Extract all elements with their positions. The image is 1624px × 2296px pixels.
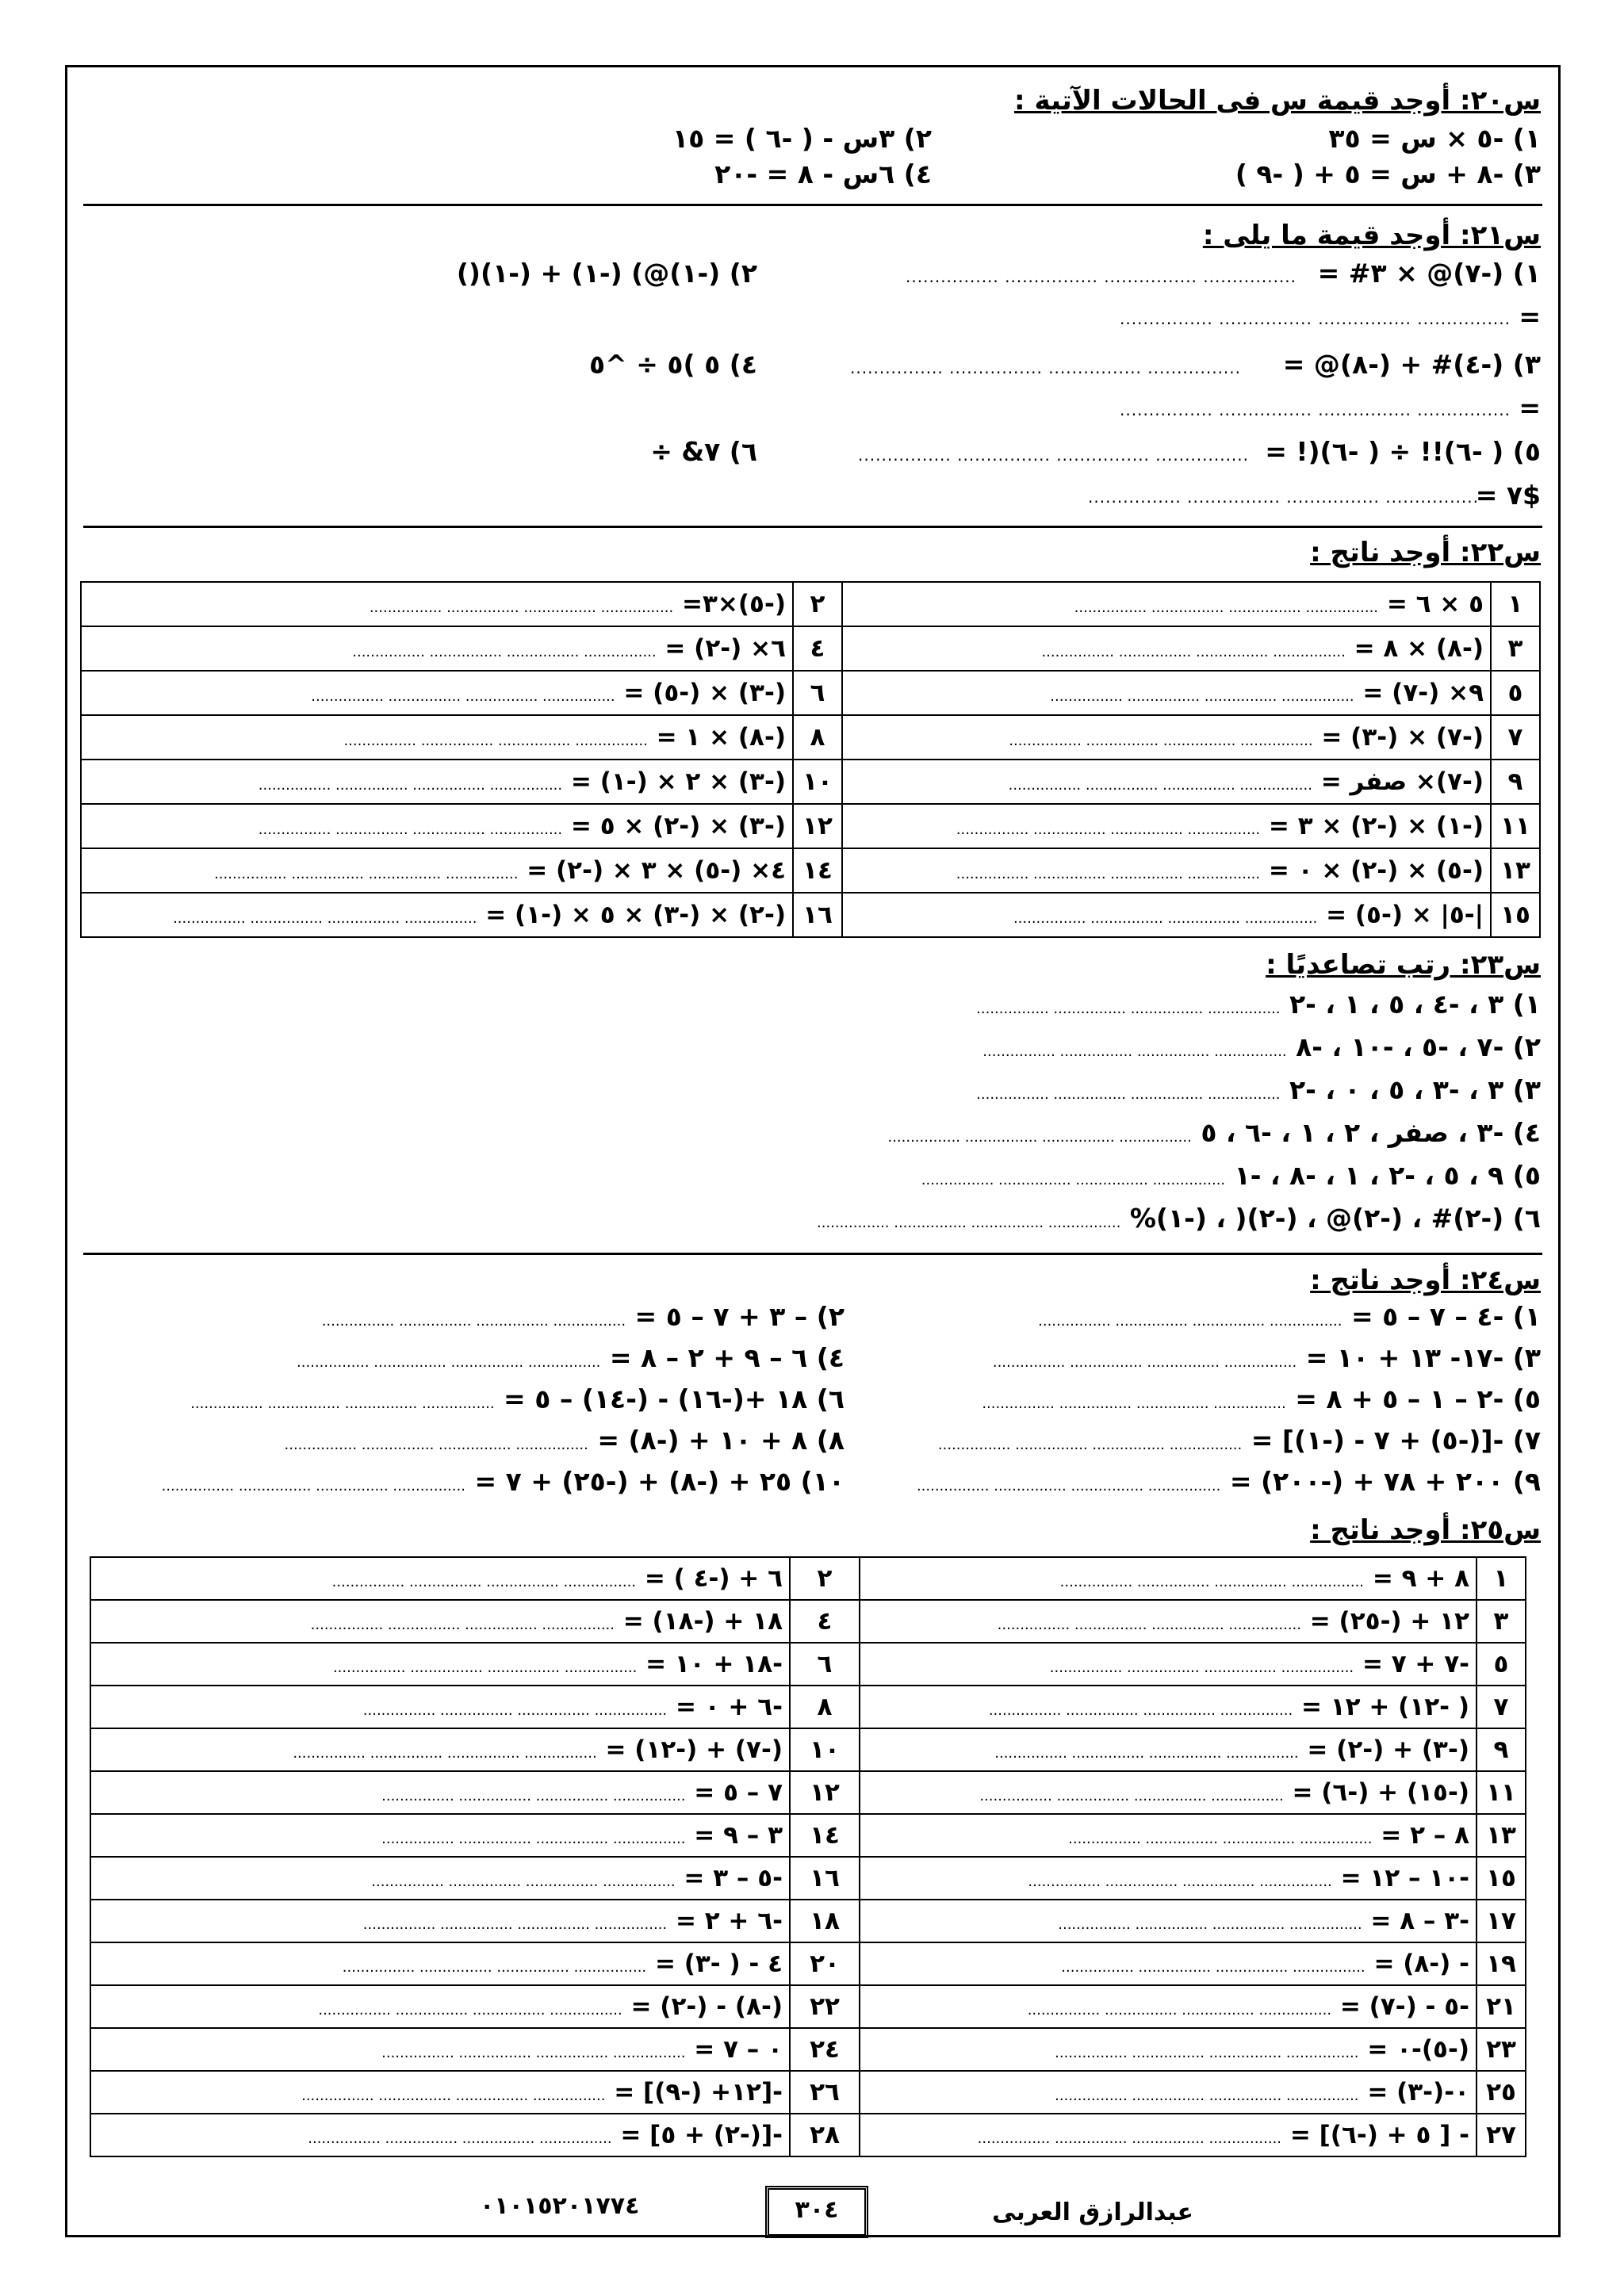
q23-title: س٢٣: رتب تصاعديًا : — [1266, 949, 1541, 981]
item-number: ١٧ — [1477, 1900, 1526, 1942]
item-number: ٢٥ — [1477, 2071, 1526, 2114]
exercise-cell: ٩× (-٧) = ................ ................ ................ ................ — [842, 671, 1491, 715]
item-number: ٣ — [1477, 1600, 1526, 1643]
q24-item: ٣) -١٧- ١٣ + ١٠ = ................ ................ ................ ................ — [992, 1342, 1541, 1373]
exercise-cell: (-٣) + (-٢) = ................ ................ ................ ................ — [860, 1728, 1477, 1771]
exercise-cell: ٧ – ٥ = ................ ................ ................ ................ — [90, 1771, 790, 1814]
exercise-cell: (-٧) + (-١٢) = ................ ................ ................ ................ — [90, 1728, 790, 1771]
item-number: ٢٠ — [790, 1942, 860, 1985]
item-number: ١٤ — [790, 1814, 860, 1857]
q25-table — [90, 1556, 1526, 2157]
divider — [83, 204, 1542, 206]
item-number: ١٣ — [1491, 848, 1540, 893]
item-number: ٥ — [1477, 1643, 1526, 1686]
table-row — [81, 893, 1540, 937]
item-number: ١٠ — [793, 760, 842, 804]
q21-cont-3: $٧ = — [1475, 480, 1541, 511]
q23-item: ١) ٣ ، -٤ ، ٥ ، ١ ، -٢ ................ ................ ................ ................ — [976, 989, 1541, 1020]
exercise-cell: ( -١٢) + ١٢ = ................ ................ ................ ................ — [860, 1686, 1477, 1728]
item-number: ٢١ — [1477, 1985, 1526, 2028]
item-number: ٢ — [790, 1557, 860, 1600]
table-row — [90, 1643, 1526, 1686]
item-number: ١٢ — [793, 804, 842, 848]
author-name: عبدالرازق العربى — [992, 2198, 1193, 2226]
exercise-cell: (-٥) × (-٢) × ٠ = ................ ................ ................ ................ — [842, 848, 1491, 893]
exercise-cell: -[(-٢) + ٥] = ................ ................ ................ ................ — [90, 2114, 790, 2156]
table-row — [90, 1814, 1526, 1857]
divider — [83, 526, 1542, 528]
q20-item-3: ٣) -٨ + س = ٥ + ( -٩ ) — [1235, 159, 1541, 189]
exercise-cell: (-٣) × (-٢) × ٥ = ................ ................ ................ ................ — [81, 804, 793, 848]
item-number: ١ — [1477, 1557, 1526, 1600]
item-number: ١٦ — [793, 893, 842, 937]
table-row — [81, 848, 1540, 893]
exercise-cell: ٣ – ٩ = ................ ................ ................ ................ — [90, 1814, 790, 1857]
item-number: ٢ — [793, 582, 842, 626]
exercise-cell: ٨ – ٢ = ................ ................ ................ ................ — [860, 1814, 1477, 1857]
exercise-cell: (-٥)×٣= ................ ................ ................ ................ — [81, 582, 793, 626]
q21-item-3: ٣) (-٤)# + (-٨)@ = — [1282, 349, 1541, 380]
q24-item: ٩) ٢٠٠ + ٧٨ + (-٢٠٠) = ................ ................ ................ ................ — [916, 1466, 1541, 1497]
table-row — [90, 1857, 1526, 1900]
table-row — [90, 1985, 1526, 2028]
item-number: ٨ — [790, 1686, 860, 1728]
table-row — [81, 582, 1540, 626]
table-row — [90, 1557, 1526, 1600]
q21-item-6: ٦) ٧& ÷ — [650, 436, 757, 467]
exercise-cell: ٨ + ٩ = ................ ................ ................ ................ — [860, 1557, 1477, 1600]
exercise-cell: -[١٢+ (-٩)] = ................ ................ ................ ................ — [90, 2071, 790, 2114]
q23-item: ٤) -٣ ، صفر ، ٢ ، ١ ، -٦ ، ٥ ................ ................ ................ ................ — [887, 1117, 1541, 1148]
exercise-cell: |-٥| × (-٥) = ................ ................ ................ ................ — [842, 893, 1491, 937]
exercise-cell: ٥ × ٦ = ................ ................ ................ ................ — [842, 582, 1491, 626]
item-number: ٧ — [1491, 715, 1540, 760]
table-row — [90, 2071, 1526, 2114]
exercise-cell: ١٢ + (-٢٥) = ................ ................ ................ ................ — [860, 1600, 1477, 1643]
item-number: ٩ — [1477, 1728, 1526, 1771]
answer-dots: ................ ................ ................ ................ — [1088, 488, 1479, 507]
q20-title: س٢٠: أوجد قيمة س فى الحالات الآتية : — [1014, 85, 1541, 117]
answer-dots: ................ ................ ................ ................ — [1120, 400, 1511, 419]
table-row — [81, 671, 1540, 715]
table-row — [90, 2114, 1526, 2156]
q21-item-4: ٤) ٥ )٥ ÷ ^٥ — [588, 349, 757, 380]
exercise-cell: -٧ + ٧ = ................ ................ ................ ................ — [860, 1643, 1477, 1686]
item-number: ٢٣ — [1477, 2028, 1526, 2071]
table-row — [90, 1600, 1526, 1643]
item-number: ١٥ — [1491, 893, 1540, 937]
q20-item-2: ٢) ٣س - ( -٦ ) = ١٥ — [672, 123, 932, 154]
table-row — [81, 715, 1540, 760]
q24-item: ١٠) ٢٥ + (-٨) + (-٢٥) + ٧ = ................ ................ ................ ................ — [161, 1466, 845, 1497]
exercise-cell: ٦× (-٢) = ................ ................ ................ ................ — [81, 626, 793, 671]
exercise-cell: -٦ + ٢ = ................ ................ ................ ................ — [90, 1900, 790, 1942]
table-row — [90, 1942, 1526, 1985]
item-number: ٨ — [793, 715, 842, 760]
table-row — [90, 1900, 1526, 1942]
exercise-cell: - (-٨) = ................ ................ ................ ................ — [860, 1942, 1477, 1985]
page-number: ٣٠٤ — [765, 2186, 868, 2238]
item-number: ١٣ — [1477, 1814, 1526, 1857]
q24-item: ٧) -[(-٥) + ٧ - (-١)] = ................ ................ ................ ................ — [937, 1425, 1541, 1456]
q20-item-4: ٤) ٦س - ٨ = -٢٠ — [714, 159, 932, 189]
item-number: ٩ — [1491, 760, 1540, 804]
item-number: ٥ — [1491, 671, 1540, 715]
exercise-cell: (-٧) × (-٣) = ................ ................ ................ ................ — [842, 715, 1491, 760]
exercise-cell: -١٨ + ١٠ = ................ ................ ................ ................ — [90, 1643, 790, 1686]
answer-dots: ................ ................ ................ ................ — [1120, 309, 1511, 328]
q21-cont-2: = — [1519, 392, 1541, 423]
exercise-cell: (-١٥) + (-٦) = ................ ................ ................ ................ — [860, 1771, 1477, 1814]
q24-item: ١) -٤ – ٧ – ٥ = ................ ................ ................ ................ — [1038, 1301, 1541, 1332]
exercise-cell: (-٣) × ٢ × (-١) = ................ ................ ................ ................ — [81, 760, 793, 804]
item-number: ٦ — [793, 671, 842, 715]
exercise-cell: -١٠ – ١٢ = ................ ................ ................ ................ — [860, 1857, 1477, 1900]
item-number: ٦ — [790, 1643, 860, 1686]
q23-item: ٦) (-٢)# ، (-٢)@ ، (-٢)( ، (-١)% ................ ................ ................ ................ — [816, 1203, 1541, 1234]
q24-item: ٦) ١٨ +(-١٦) - (-١٤) – ٥ = ................ ................ ................ ................ — [190, 1383, 845, 1414]
item-number: ١ — [1491, 582, 1540, 626]
exercise-cell: ٤× (-٥) × ٣ × (-٢) = ................ ................ ................ ................ — [81, 848, 793, 893]
q24-item: ٤) ٦ – ٩ + ٢ – ٨ = ................ ................ ................ ................ — [297, 1342, 845, 1373]
exercise-cell: ٤ - ( -٣) = ................ ................ ................ ................ — [90, 1942, 790, 1985]
q23-item: ٣) ٣ ، -٣ ، ٥ ، ٠ ، -٢ ................ ................ ................ ................ — [976, 1074, 1541, 1105]
q21-title: س٢١: أوجد قيمة ما يلى : — [1202, 220, 1541, 251]
q22-title: س٢٢: أوجد ناتج : — [1310, 537, 1541, 568]
exercise-cell: ٦ + (-٤ ) = ................ ................ ................ ................ — [90, 1557, 790, 1600]
exercise-cell: (-٥)-٠ = ................ ................ ................ ................ — [860, 2028, 1477, 2071]
item-number: ١١ — [1491, 804, 1540, 848]
q23-item: ٥) ٩ ، ٥ ، -٢ ، ١ ، -٨ ، -١ ................ ................ ................ ................ — [921, 1160, 1541, 1191]
exercise-cell: (-٧)× صفر = ................ ................ ................ ................ — [842, 760, 1491, 804]
exercise-cell: (-١) × (-٢) × ٣ = ................ ................ ................ ................ — [842, 804, 1491, 848]
q24-title: س٢٤: أوجد ناتج : — [1310, 1265, 1541, 1296]
item-number: ١٢ — [790, 1771, 860, 1814]
q21-item-2: ٢) (-١)@) (-١) + (-١)() — [456, 258, 757, 289]
phone-number: ٠١٠١٥٢٠١٧٧٤ — [480, 2192, 640, 2220]
table-row — [90, 1686, 1526, 1728]
exercise-cell: -٦ + ٠ = ................ ................ ................ ................ — [90, 1686, 790, 1728]
item-number: ١٦ — [790, 1857, 860, 1900]
item-number: ١٩ — [1477, 1942, 1526, 1985]
q21-item-1: ١) (-٧)@ × ٣# = — [1317, 258, 1541, 289]
q21-cont-1: = — [1519, 301, 1541, 332]
item-number: ٢٤ — [790, 2028, 860, 2071]
exercise-cell: ٠ – ٧ = ................ ................ ................ ................ — [90, 2028, 790, 2071]
exercise-cell: ٠-(-٣) = ................ ................ ................ ................ — [860, 2071, 1477, 2114]
answer-dots: ................ ................ ................ ................ — [850, 358, 1241, 377]
q24-item: ٢) – ٣ + ٧ – ٥ = ................ ................ ................ ................ — [321, 1301, 845, 1332]
q20-item-1: ١) -٥ × س = ٣٥ — [1328, 123, 1541, 154]
q23-item: ٢) -٧ ، -٥ ، -١٠ ، -٨ ................ ................ ................ ................ — [982, 1031, 1541, 1062]
item-number: ١٠ — [790, 1728, 860, 1771]
q21-item-5: ٥) ( -٦)!! ÷ ( -٦)(! = — [1265, 436, 1541, 467]
q24-item: ٥) -٢ – ١ – ٥ + ٨ = ................ ................ ................ ................ — [982, 1383, 1541, 1414]
answer-dots: ................ ................ ................ ................ — [906, 267, 1297, 286]
table-row — [90, 1771, 1526, 1814]
item-number: ٢٦ — [790, 2071, 860, 2114]
q25-title: س٢٥: أوجد ناتج : — [1310, 1514, 1541, 1546]
item-number: ١٨ — [790, 1900, 860, 1942]
item-number: ٤ — [790, 1600, 860, 1643]
exercise-cell: (-٢) × (-٣) × ٥ × (-١) = ................ ................ ................ ................ — [81, 893, 793, 937]
worksheet-page — [65, 65, 1561, 2237]
item-number: ٤ — [793, 626, 842, 671]
q24-item: ٨) ٨ + ١٠ + (-٨) = ................ ................ ................ ................ — [284, 1425, 845, 1456]
item-number: ١١ — [1477, 1771, 1526, 1814]
exercise-cell: - [ ٥ + (-٦)] = ................ ................ ................ ................ — [860, 2114, 1477, 2156]
item-number: ١٥ — [1477, 1857, 1526, 1900]
item-number: ٢٧ — [1477, 2114, 1526, 2156]
exercise-cell: (-٨) - (-٢) = ................ ................ ................ ................ — [90, 1985, 790, 2028]
exercise-cell: ١٨ + (-١٨) = ................ ................ ................ ................ — [90, 1600, 790, 1643]
answer-dots: ................ ................ ................ ................ — [858, 446, 1249, 465]
exercise-cell: (-٨) × ٨ = ................ ................ ................ ................ — [842, 626, 1491, 671]
exercise-cell: (-٨) × ١ = ................ ................ ................ ................ — [81, 715, 793, 760]
exercise-cell: -٥ – ٣ = ................ ................ ................ ................ — [90, 1857, 790, 1900]
table-row — [81, 804, 1540, 848]
item-number: ٢٨ — [790, 2114, 860, 2156]
exercise-cell: -٥ - (-٧) = ................ ................ ................ ................ — [860, 1985, 1477, 2028]
exercise-cell: (-٣) × (-٥) = ................ ................ ................ ................ — [81, 671, 793, 715]
table-row — [81, 760, 1540, 804]
divider — [83, 1253, 1542, 1255]
exercise-cell: -٣ – ٨ = ................ ................ ................ ................ — [860, 1900, 1477, 1942]
q22-table — [80, 581, 1541, 938]
table-row — [90, 1728, 1526, 1771]
item-number: ٢٢ — [790, 1985, 860, 2028]
table-row — [81, 626, 1540, 671]
item-number: ٣ — [1491, 626, 1540, 671]
item-number: ١٤ — [793, 848, 842, 893]
table-row — [90, 2028, 1526, 2071]
item-number: ٧ — [1477, 1686, 1526, 1728]
